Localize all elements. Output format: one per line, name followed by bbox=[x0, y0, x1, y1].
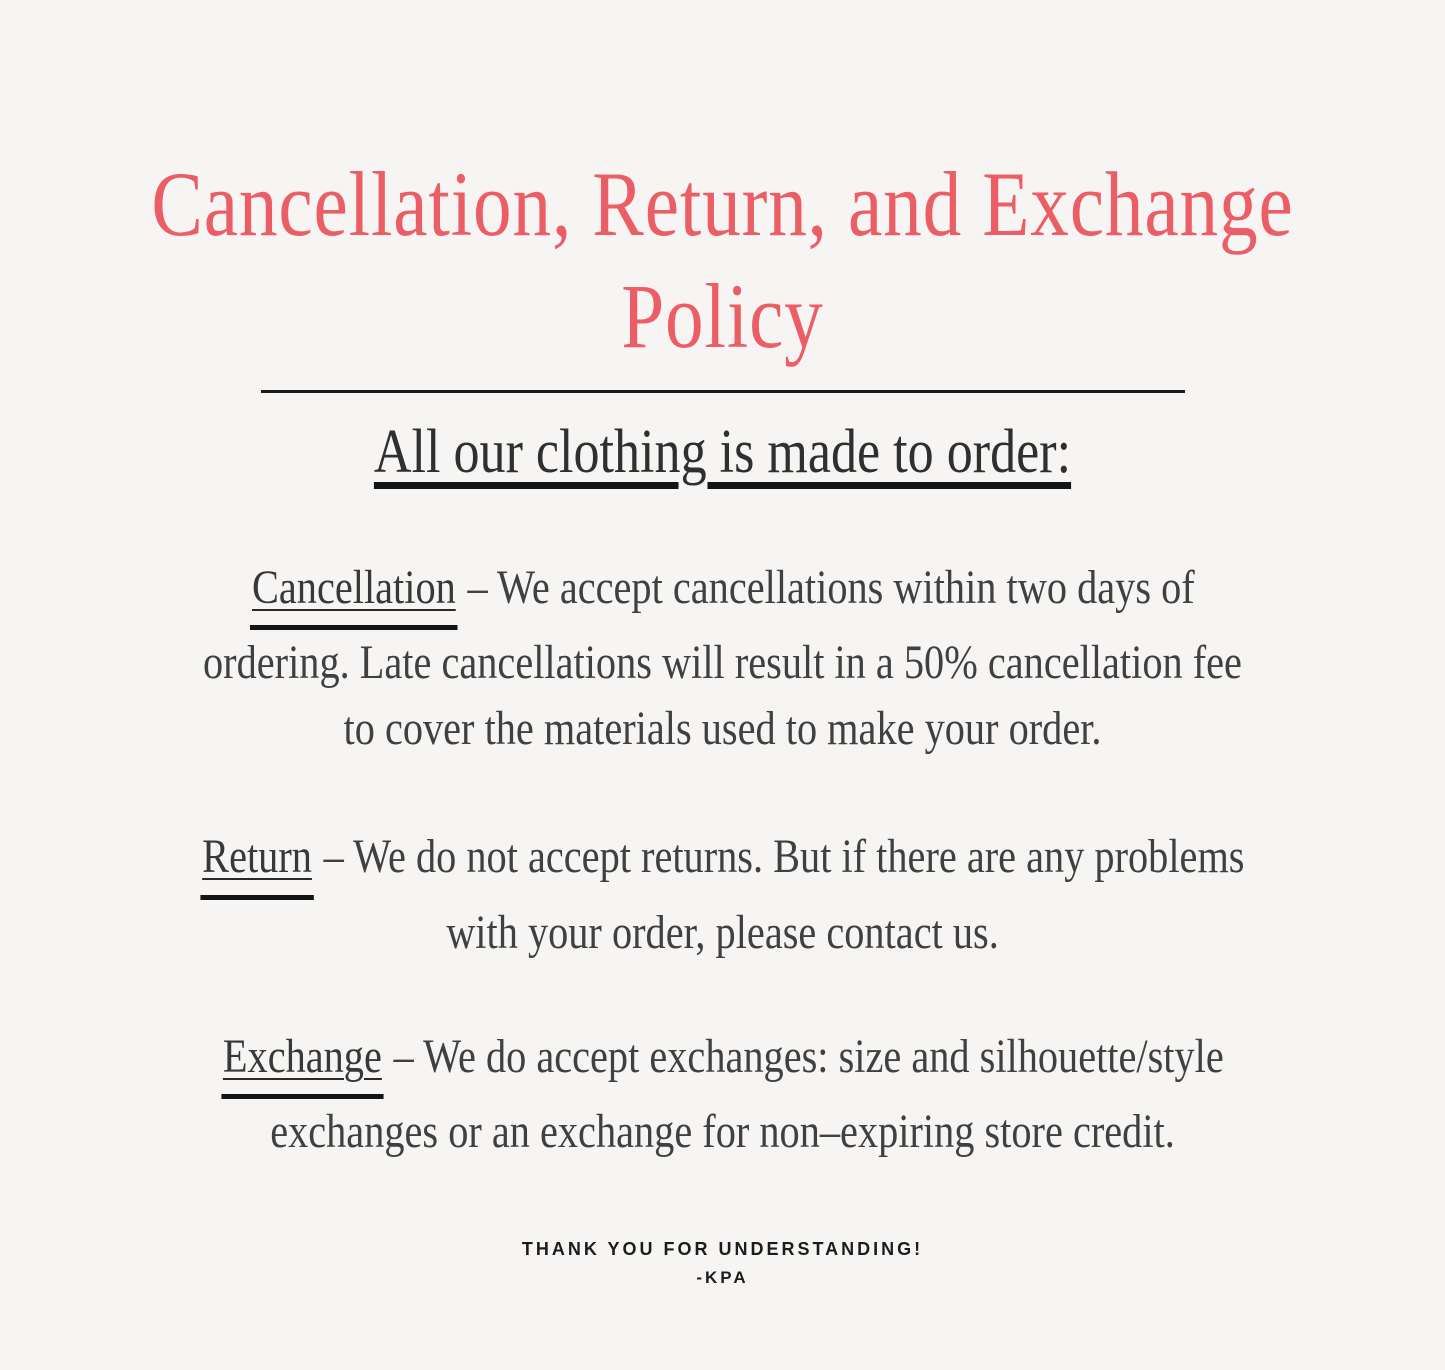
policy-return-line-1 bbox=[116, 824, 1330, 899]
policy-keyword-exchange: Exchange bbox=[221, 1024, 383, 1099]
policy-exchange-text: – We do accept exchanges: size and silhouette/style bbox=[383, 1029, 1224, 1083]
subtitle-text: All our clothing is made to order: bbox=[373, 418, 1072, 487]
policy-keyword-cancellation: Cancellation bbox=[250, 555, 457, 630]
policy-cancellation bbox=[116, 555, 1330, 763]
title-line-1: Cancellation, Return, and Exchange bbox=[151, 153, 1294, 255]
policy-cancellation-line-3: to cover the materials used to make your order. bbox=[343, 702, 1102, 756]
policy-exchange bbox=[116, 1024, 1330, 1165]
policy-return bbox=[116, 824, 1330, 965]
policy-cancellation-line-2: ordering. Late cancellations will result in a 50% cancellation fee bbox=[203, 636, 1242, 689]
policy-return-text: – We do not accept returns. But if there are any problems bbox=[313, 830, 1245, 884]
policy-return-line-2: with your order, please contact us. bbox=[446, 905, 999, 959]
title-line-2: Policy bbox=[621, 265, 824, 368]
footer-thanks-text: THANK YOU FOR UNDERSTANDING! bbox=[521, 1239, 924, 1260]
policy-cancellation-line-1 bbox=[116, 555, 1330, 630]
policy-cancellation-text: – We accept cancellations within two days of bbox=[457, 560, 1195, 614]
footer bbox=[0, 1239, 1445, 1288]
footer-signature: -KPA bbox=[696, 1268, 749, 1288]
subtitle bbox=[116, 417, 1330, 488]
policy-keyword-return: Return bbox=[200, 824, 313, 899]
page-title bbox=[116, 148, 1330, 372]
title-divider bbox=[261, 390, 1185, 393]
policy-exchange-line-2: exchanges or an exchange for non–expiring store credit. bbox=[270, 1105, 1175, 1159]
policy-exchange-line-1 bbox=[116, 1024, 1330, 1099]
